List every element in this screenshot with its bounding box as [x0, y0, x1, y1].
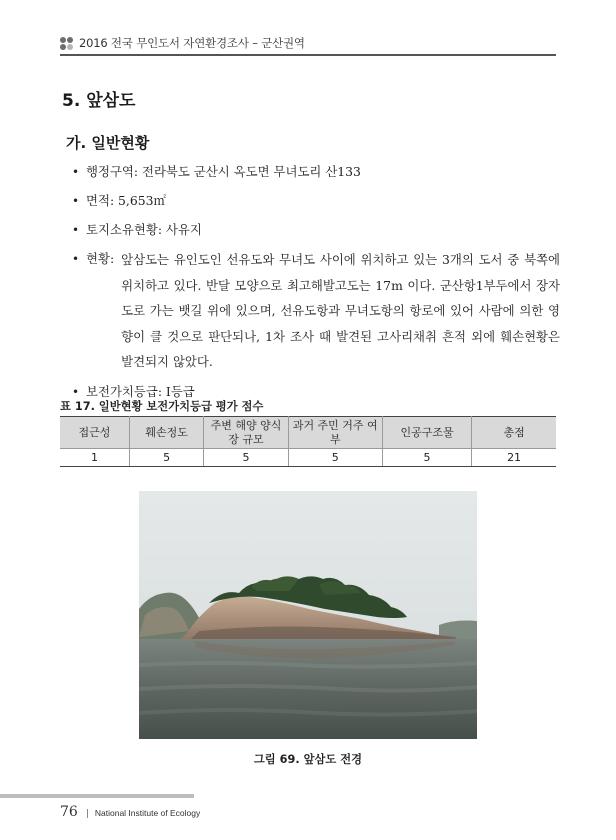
general-status-list: [72, 160, 560, 404]
subsection-title: 가. 일반현황: [66, 134, 150, 152]
bullet-current-status: [72, 247, 560, 375]
cell-total: 21: [472, 449, 556, 467]
header-structures: 인공구조물: [382, 417, 471, 449]
page-footer: [60, 804, 200, 820]
footer-bar: [0, 794, 194, 798]
conservation-score-table: [60, 416, 556, 467]
header-residence: 과거 주민 거주 여부: [288, 417, 382, 449]
status-label: • 현황:: [86, 251, 115, 266]
bullet-land-ownership: • 토지소유현황: 사유지: [72, 218, 560, 242]
bullet-admin-district: • 행정구역: 전라북도 군산시 옥도면 무녀도리 산133: [72, 160, 560, 184]
bullet-conservation-grade: • 보전가치등급: Ⅰ등급: [72, 380, 560, 404]
footer-organization: National Institute of Ecology: [94, 808, 201, 818]
bullet-area: • 면적: 5,653㎡: [72, 189, 560, 213]
status-description: 앞삼도는 유인도인 선유도와 무녀도 사이에 위치하고 있는 3개의 도서 중 북쪽에 위치하고 있다. 반달 모양으로 최고해발고도는 17m 이다. 군산항1부두에서 장자도로 가는 뱃길 위에 있으며, 선유도항과 무녀도항의 항로에 있어 사람에 의한 영향이 클 것으로 판단되나, 1차 조사 때 발견된 고사리채취 흔적 외에 훼손현황은 발견되지 않았다.: [121, 252, 560, 369]
header-title: 2016 전국 무인도서 자연환경조사 – 군산권역: [79, 36, 305, 50]
header-damage: 훼손정도: [129, 417, 203, 449]
cell-residence: 5: [288, 449, 382, 467]
cell-accessibility: 1: [60, 449, 129, 467]
header-total: 총점: [472, 417, 556, 449]
section-title: 5. 앞삼도: [62, 91, 136, 111]
figure-caption: 그림 69. 앞삼도 전경: [253, 753, 363, 766]
header-rule: [60, 54, 556, 56]
island-photo: [139, 491, 477, 739]
page-number: 76: [60, 804, 78, 820]
header-accessibility: 접근성: [60, 417, 129, 449]
table-row: [60, 449, 556, 467]
footer-separator: |: [85, 809, 89, 819]
header-dots-icon: [60, 37, 73, 50]
running-header: [60, 34, 556, 52]
cell-structures: 5: [382, 449, 471, 467]
table-caption: 표 17. 일반현황 보전가치등급 평가 점수: [60, 400, 264, 413]
cell-damage: 5: [129, 449, 203, 467]
header-aquaculture: 주변 해양 양식장 규모: [204, 417, 288, 449]
table-header-row: [60, 417, 556, 449]
cell-aquaculture: 5: [204, 449, 288, 467]
